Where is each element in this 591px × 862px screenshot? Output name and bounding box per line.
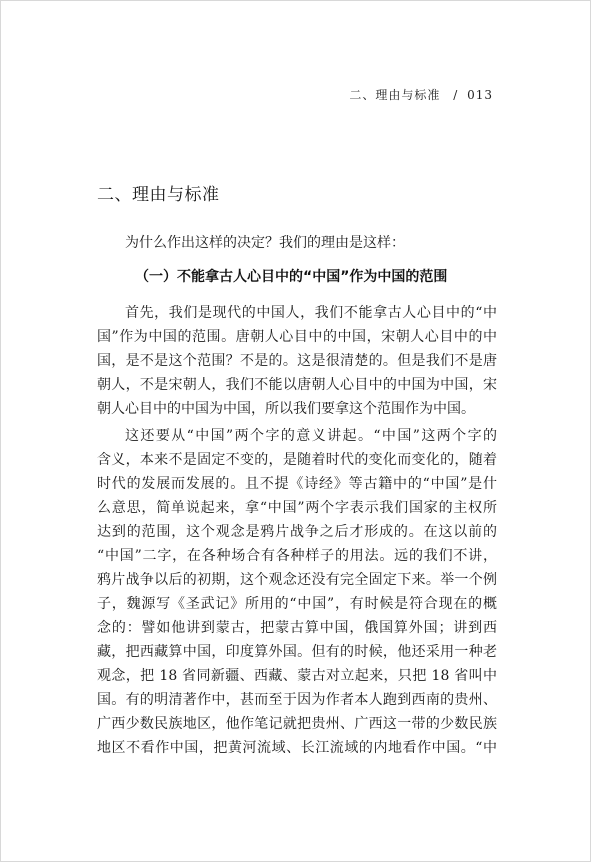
body-line: 时代的发展而发展的。且不提《诗经》等古籍中的“中国”是什 (97, 476, 497, 492)
body-line: “中国”二字，在各种场合有各种样子的用法。远的我们不讲， (97, 548, 497, 564)
running-title: 二、理由与标准 (349, 88, 441, 102)
body-line: 观念，把 18 省同新疆、西藏、蒙古对立起来，只把 18 省叫中 (97, 668, 497, 684)
subheading: （一）不能拿古人心目中的“中国”作为中国的范围 (135, 269, 448, 285)
page-number: 013 (467, 88, 493, 102)
body-line: 国，是不是这个范围？不是的。这是很清楚的。但是我们不是唐 (97, 353, 497, 369)
body-line: 这还要从“中国”两个字的意义讲起。“中国”这两个字的 (125, 428, 497, 444)
body-line: 达到的范围，这个观念是鸦片战争之后才形成的。在这以前的 (97, 524, 497, 540)
section-title: 二、理由与标准 (97, 185, 220, 205)
running-header (349, 86, 493, 103)
body-line: 念的：譬如他讲到蒙古，把蒙古算中国，俄国算外国；讲到西 (97, 620, 497, 636)
body-line: 地区不看作中国，把黄河流域、长江流域的内地看作中国。“中 (97, 740, 497, 756)
body-line: 首先，我们是现代的中国人，我们不能拿古人心目中的“中 (125, 305, 497, 321)
body-line: 鸦片战争以后的初期，这个观念还没有完全固定下来。举一个例 (97, 572, 497, 588)
body-line: 藏，把西藏算中国，印度算外国。但有的时候，他还采用一种老 (97, 644, 497, 660)
body-line: 朝人心目中的中国为中国，所以我们要拿这个范围作为中国。 (97, 401, 475, 417)
body-line: 子，魏源写《圣武记》所用的“中国”，有时候是符合现在的概 (97, 596, 497, 612)
header-separator: / (453, 88, 459, 102)
body-line: 广西少数民族地区，他作笔记就把贵州、广西这一带的少数民族 (97, 716, 497, 732)
body-line: 含义，本来不是固定不变的，是随着时代的变化而变化的，随着 (97, 452, 497, 468)
body-line: 朝人，不是宋朝人，我们不能以唐朝人心目中的中国为中国，宋 (97, 377, 497, 393)
intro-paragraph: 为什么作出这样的决定？我们的理由是这样： (125, 235, 405, 251)
body-line: 么意思，简单说起来，拿“中国”两个字表示我们国家的主权所 (97, 500, 497, 516)
body-line: 国。有的明清著作中，甚而至于因为作者本人跑到西南的贵州、 (97, 692, 497, 708)
body-line: 国”作为中国的范围。唐朝人心目中的中国，宋朝人心目中的中 (97, 329, 497, 345)
